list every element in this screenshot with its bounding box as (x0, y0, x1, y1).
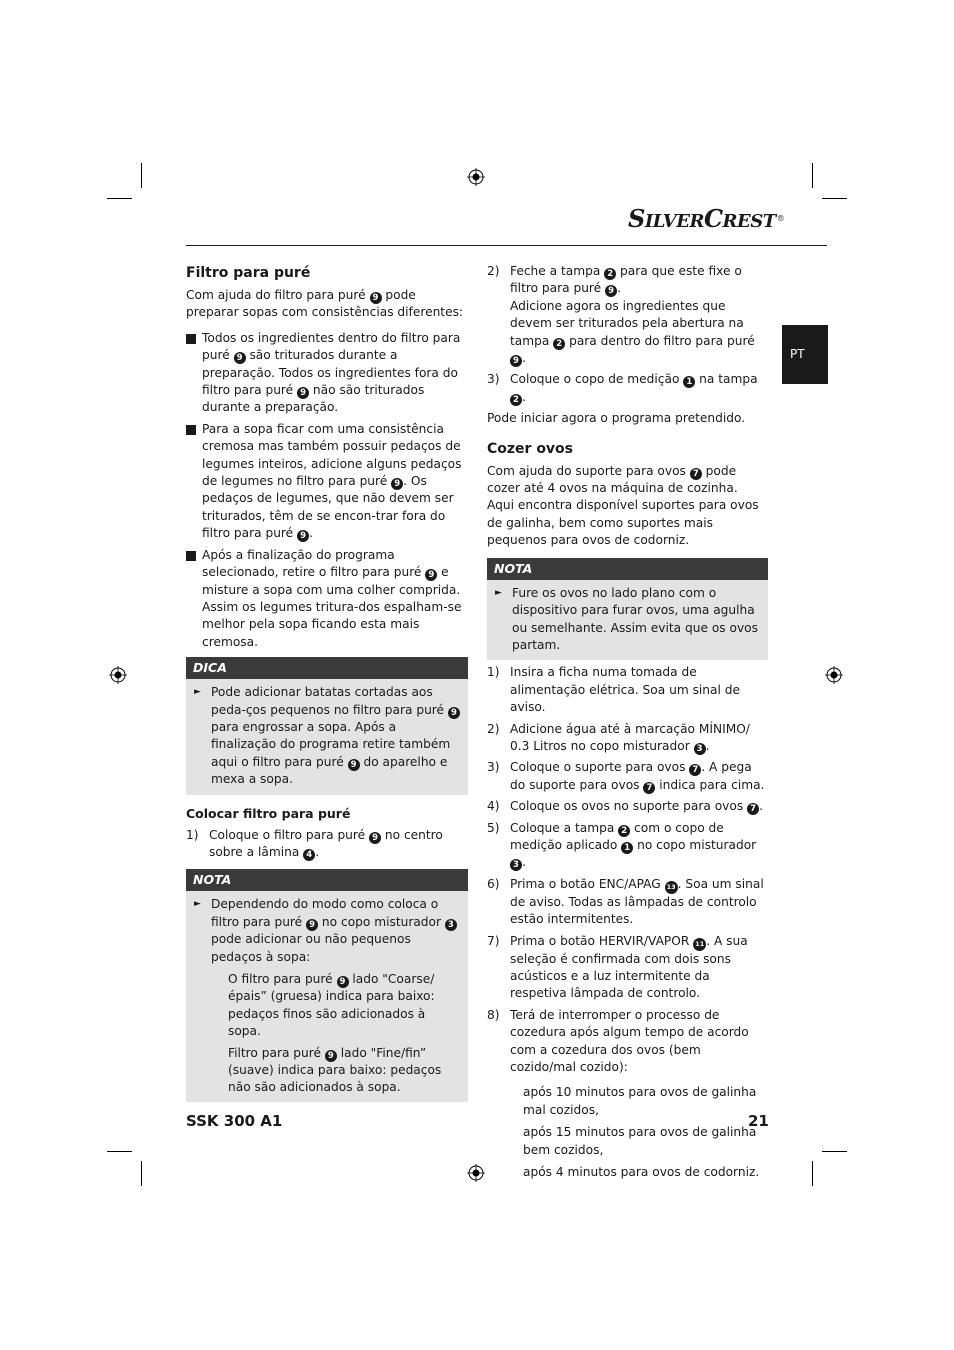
step-item: 2) Feche a tampa 2 para que este fixe o filtro para puré 9 . (487, 264, 742, 297)
part-number-badge: 13 (665, 881, 678, 894)
part-number-badge: 3 (445, 919, 457, 931)
list-item: Para a sopa ficar com uma consistência cremosa mas também possuir pedaços de legumes inteiros, adicione alguns pedaços de legumes no filtro para puré 9 . Os pedaços de legumes, que não devem ser triturados, têm de se encon-trar fora do filtro para puré 9 . (186, 421, 468, 543)
part-number-badge: 9 (348, 759, 360, 771)
crop-mark (822, 1151, 847, 1152)
part-number-badge: 9 (234, 352, 246, 364)
part-number-badge: 9 (325, 1050, 337, 1062)
step-item: 3) Coloque o suporte para ovos 7 . A pega do suporte para ovos 7 indica para cima. (487, 760, 765, 793)
nota-header: NOTA (487, 558, 768, 580)
crop-mark (141, 1161, 142, 1186)
nota-item: ► Dependendo do modo como coloca o filtro para puré 9 no copo misturador 3 pode adicionar ou não pequenos pedaços à sopa: (192, 896, 462, 966)
part-number-badge: 1 (683, 376, 695, 388)
section-title-ovos: Cozer ovos (487, 440, 574, 457)
part-number-badge: 2 (553, 338, 565, 350)
part-number-badge: 3 (510, 859, 522, 871)
step-item: 1) Insira a ficha numa tomada de alimentação elétrica. Soa um sinal de aviso. (487, 665, 740, 715)
part-number-badge: 9 (605, 285, 617, 297)
triangle-right-icon: ► (194, 687, 201, 698)
list-item: Todos os ingredientes dentro do filtro para puré 9 são triturados durante a preparação. Todos os ingredientes fora do filtro para puré 9 não são triturados durante a preparação. (186, 330, 468, 417)
dica-header: DICA (186, 657, 468, 679)
part-number-badge: 9 (306, 919, 318, 931)
list-item: Após a finalização do programa selecionado, retire o filtro para puré 9 e misture a sopa com uma colher comprida. Assim os legumes tritura-dos espalham-se melhor pela sopa ficando esta mais cremosa. (186, 547, 468, 651)
nota-box (487, 558, 768, 661)
ovos-steps (487, 664, 768, 1076)
dica-box (186, 657, 468, 794)
nota-header: NOTA (186, 869, 468, 891)
step-item: 3) Coloque o copo de medição 1 na tampa 2 . (487, 372, 758, 405)
part-number-badge: 4 (303, 849, 315, 861)
part-number-badge: 2 (604, 268, 616, 280)
nota-detail: Filtro para puré 9 lado "Fine/fin” (suave) indica para baixo: pedaços não são adicionados à sopa. (228, 1045, 442, 1095)
triangle-right-icon: ► (495, 587, 502, 598)
crop-mark (107, 1151, 132, 1152)
part-number-badge: 9 (425, 569, 437, 581)
model-number: SSK 300 A1 (186, 1112, 283, 1130)
part-number-badge: 3 (694, 743, 706, 755)
part-number-badge: 7 (690, 468, 702, 480)
part-number-badge: 11 (693, 938, 706, 951)
crop-mark (812, 1161, 813, 1186)
step-item: 8) Terá de interromper o processo de cozedura após algum tempo de acordo com a cozedura dos ovos (bem cozido/mal cozido): (487, 1007, 749, 1075)
cooking-time-item: após 15 minutos para ovos de galinha bem cozidos, (523, 1125, 757, 1157)
part-number-badge: 9 (510, 355, 522, 367)
registration-mark-icon (109, 666, 127, 684)
part-number-badge: 9 (370, 292, 382, 304)
registration-mark-icon (825, 666, 843, 684)
nota-item: ► Fure os ovos no lado plano com o dispositivo para furar ovos, uma agulha ou semelhante. Assim evita que os ovos partam. (495, 585, 758, 652)
part-number-badge: 9 (448, 707, 460, 719)
square-bullet (186, 551, 196, 561)
part-number-badge: 9 (369, 832, 381, 844)
nota-box (186, 869, 468, 1101)
cooking-time-item: após 4 minutos para ovos de codorniz. (523, 1165, 760, 1180)
dica-item: ► Pode adicionar batatas cortadas aos peda-ços pequenos no filtro para puré 9 para engrossar a sopa. Após a finalização do programa retire também aqui o filtro para puré 9 do aparelho e mexa a sopa. (192, 684, 462, 788)
square-bullet (186, 334, 196, 344)
registration-mark-icon (467, 168, 485, 186)
part-number-badge: 7 (689, 764, 701, 776)
crop-mark (141, 163, 142, 188)
part-number-badge: 2 (618, 825, 630, 837)
brand-logo: SILVERCREST® (628, 204, 785, 233)
part-number-badge: 2 (510, 394, 522, 406)
square-bullet (186, 425, 196, 435)
triangle-right-icon: ► (194, 899, 201, 910)
step-extra: Adicione agora os ingredientes que devem ser triturados pela abertura na tampa 2 para dentro do filtro para puré 9 . (510, 298, 755, 367)
section-title-filtro: Filtro para puré (186, 265, 311, 281)
left-column (186, 263, 468, 1108)
part-number-badge: 9 (297, 530, 309, 542)
crop-mark (822, 198, 847, 199)
part-number-badge: 7 (747, 803, 759, 815)
part-number-badge: 1 (621, 842, 633, 854)
step-item: 6) Prima o botão ENC/APAG 13 . Soa um sinal de aviso. Todas as lâmpadas de controlo estão intermitentes. (487, 876, 764, 927)
subsection-title-colocar: Colocar filtro para puré (186, 805, 351, 821)
part-number-badge: 9 (337, 976, 349, 988)
after-text: Pode iniciar agora o programa pretendido. (487, 411, 746, 426)
language-tab: PT (782, 325, 828, 384)
ovos-intro: Com ajuda do suporte para ovos 7 pode cozer até 4 ovos na máquina de cozinha. Aqui encontra disponível suportes para ovos de galinha, bem como suportes mais pequenos para ovos de codorniz. (487, 463, 759, 548)
step-item: 2) Adicione água até à marcação MÍNIMO/ 0.3 Litros no copo misturador 3 . (487, 721, 750, 754)
crop-mark (107, 198, 132, 199)
step-item: 1) Coloque o filtro para puré 9 no centro sobre a lâmina 4 . (186, 827, 443, 860)
registration-mark-icon (467, 1164, 485, 1182)
part-number-badge: 7 (643, 782, 655, 794)
cooking-time-item: após 10 minutos para ovos de galinha mal cozidos, (523, 1085, 757, 1117)
cooking-times (487, 1084, 768, 1181)
part-number-badge: 9 (297, 387, 309, 399)
page-number: 21 (748, 1112, 769, 1130)
filtro-intro: Com ajuda do filtro para puré 9 pode preparar sopas com consistências diferentes: (186, 288, 464, 320)
step-item: 7) Prima o botão HERVIR/VAPOR 11 . A sua seleção é confirmada com dois sons acústicos e a luz intermitente da respetiva lâmpada de controlo. (487, 933, 748, 1001)
crop-mark (812, 163, 813, 188)
right-column (487, 263, 768, 1186)
step-item: 4) Coloque os ovos no suporte para ovos 7 . (487, 799, 763, 815)
nota-detail: O filtro para puré 9 lado "Coarse/ épais” (gruesa) indica para baixo: pedaços finos são adicionados à sopa. (228, 972, 435, 1039)
step-item: 5) Coloque a tampa 2 com o copo de medição aplicado 1 no copo misturador 3 . (487, 820, 757, 871)
part-number-badge: 9 (391, 478, 403, 490)
header-rule (186, 245, 827, 246)
